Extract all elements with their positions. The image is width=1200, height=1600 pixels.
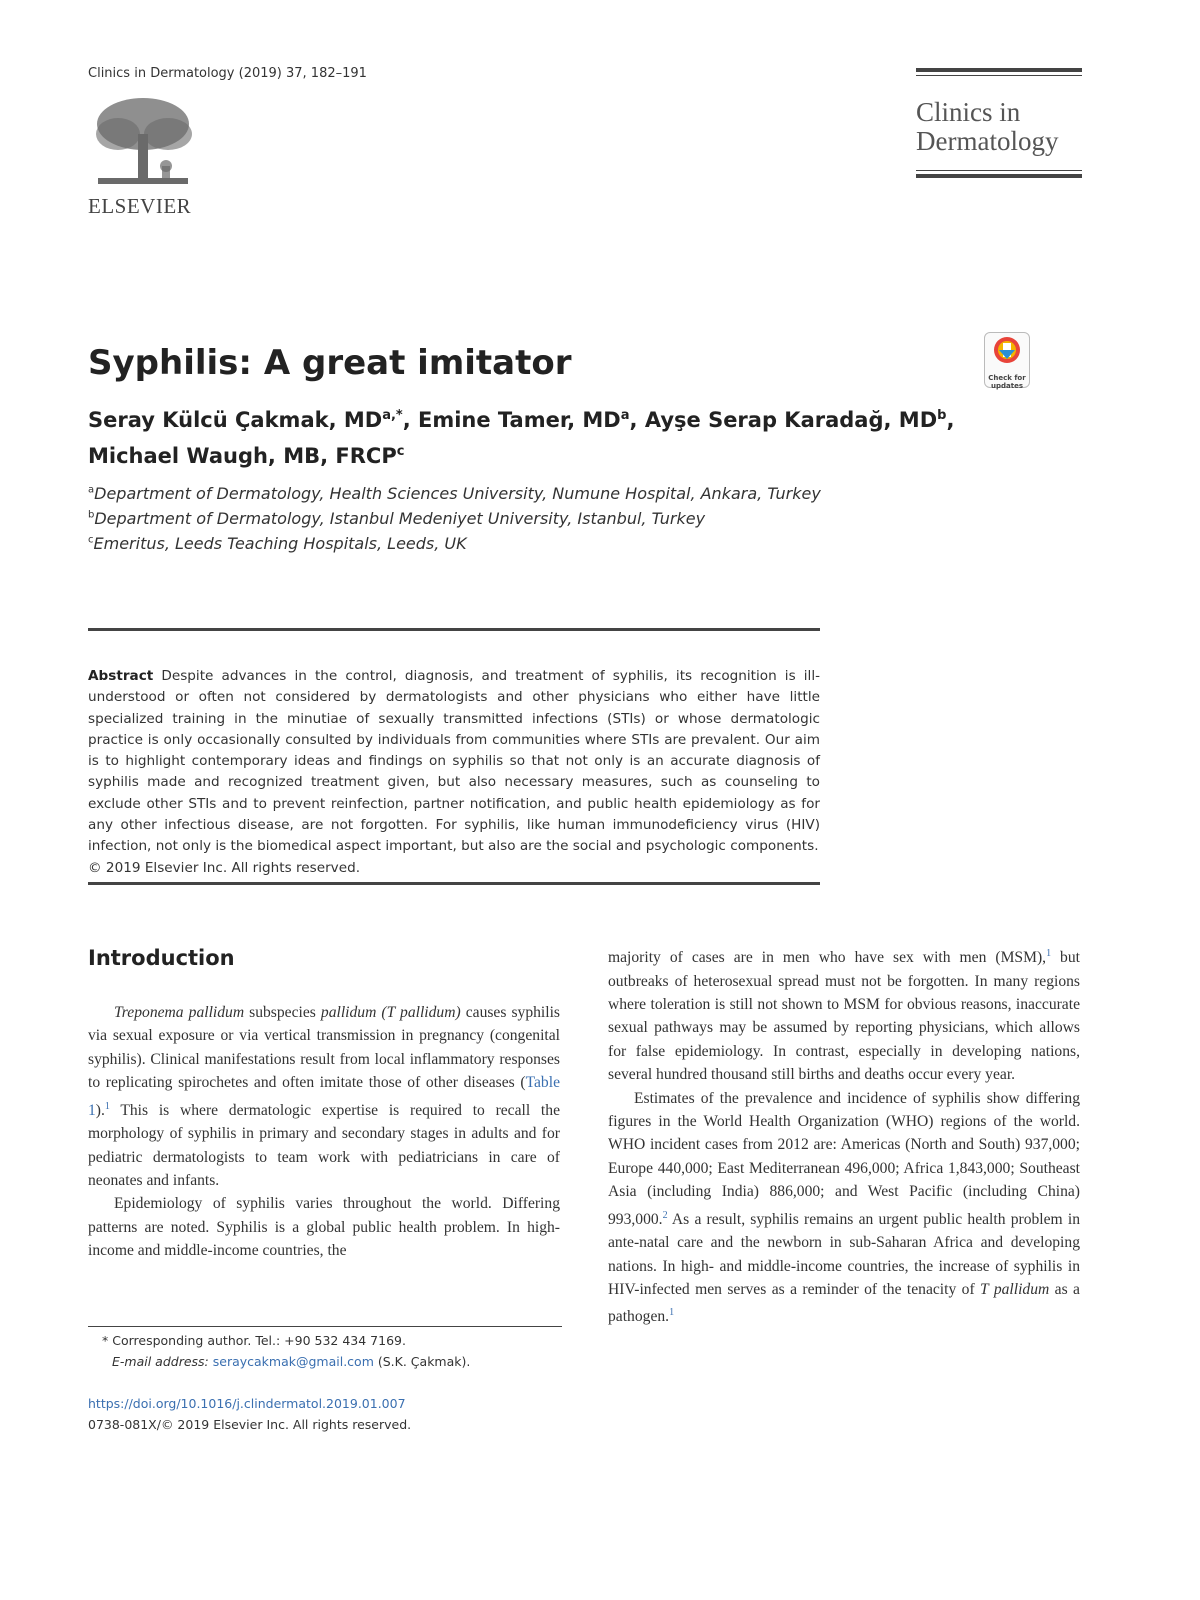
issn-line: 0738-081X/© 2019 Elsevier Inc. All rights reserved.: [88, 1417, 412, 1432]
author-2: , Emine Tamer, MD: [402, 408, 621, 432]
corresponding-author-note: [88, 1333, 406, 1348]
email-link[interactable]: seraycakmak@gmail.com: [212, 1354, 374, 1369]
r1-rest: but outbreaks of heterosexual spread must not be forgotten. In many regions where toleration is still not shown to MSM for obvious reasons, inaccurate sexual pathways may be assumed by reporting physicians, which allows for false epidemiology. In contrast, especially in developing nations, several hundred thousand still births and deaths occur every year.: [608, 949, 1080, 1084]
journal-brand: [916, 98, 1058, 156]
corresponding-text: Corresponding author. Tel.: +90 532 434 7169.: [112, 1333, 406, 1348]
r2-end: as a pathogen.: [608, 1281, 1080, 1326]
affiliation-a-sup: a: [88, 484, 95, 496]
author-3-sup: b: [937, 408, 947, 423]
article-title: Syphilis: A great imitator: [88, 343, 572, 383]
intro-paragraph-2-cont: [608, 942, 1080, 1087]
affiliation-c: [88, 534, 467, 553]
footnote-star: *: [102, 1333, 109, 1348]
author-1: Seray Külcü Çakmak, MD: [88, 408, 383, 432]
r2-rest: As a result, syphilis remains an urgent public health problem in ante-natal care and the newborn in sub-Saharan Africa and developing nations. In high- and middle-income countries, the increase of syphilis in HIV-infected men serves as a reminder of the tenacity of: [608, 1210, 1080, 1299]
abstract-label: Abstract: [88, 668, 154, 684]
section-heading-introduction: Introduction: [88, 946, 235, 970]
table-1-link[interactable]: Table 1: [88, 1074, 560, 1119]
affiliation-b-text: Department of Dermatology, Istanbul Medeniyet University, Istanbul, Turkey: [94, 509, 706, 528]
footnote-rule: [88, 1326, 562, 1327]
intro-paragraph-3: [608, 1087, 1080, 1329]
email-label: E-mail address:: [112, 1354, 209, 1369]
intro-paragraph-2: Epidemiology of syphilis varies throughout the world. Differing patterns are noted. Syphilis is a global public health problem. In high-income and middle-income countries, the: [88, 1195, 560, 1260]
author-4-sup: c: [396, 444, 405, 459]
crossmark-label: Check for updates: [988, 374, 1026, 390]
affiliation-c-text: Emeritus, Leeds Teaching Hospitals, Leeds, UK: [93, 534, 467, 553]
brand-rule-top-thin: [916, 75, 1082, 76]
doi-link[interactable]: [88, 1396, 406, 1411]
citation-link[interactable]: 1: [1046, 948, 1052, 959]
elsevier-tree-logo: [88, 94, 198, 195]
doi-text[interactable]: https://doi.org/10.1016/j.clindermatol.2019.01.007: [88, 1396, 406, 1411]
brand-rule-top: [916, 68, 1082, 72]
publisher-wordmark: ELSEVIER: [88, 194, 192, 218]
r2-text: Estimates of the prevalence and incidence of syphilis show differing figures in the World Health Organization (WHO) regions of the world. WHO incident cases from 2012 are: Americas (North and South) 937,000; Europe 440,000; East Mediterranean 496,000; Africa 1,843,000; Southeast Asia (including India) 886,000; and West Pacific (including China) 993,000.: [608, 1089, 1080, 1228]
r1-text: majority of cases are in men who have sex with men (MSM),: [608, 949, 1047, 967]
left-column: [88, 1001, 560, 1263]
email-owner: (S.K. Çakmak).: [377, 1354, 471, 1369]
p1-rest: This is where dermatologic expertise is required to recall the morphology of syphilis in primary and secondary stages in adults and for pediatric dermatologists to team work with pediatricians in care of neonates and infants.: [88, 1101, 560, 1190]
brand-rule-bottom-thin: [916, 170, 1082, 171]
citation-link[interactable]: 1: [669, 1307, 675, 1319]
author-3: , Ayşe Serap Karadağ, MD: [629, 408, 938, 432]
abstract-text: Despite advances in the control, diagnosis, and treatment of syphilis, its recognition is ill- understood or often not considered by dermatologists and other physicians who either have little specialized training in the minutiae of sexually transmitted infections (STIs) or whose dermatologic practice is only occasionally consulted by individuals from communities where STIs are prevalent. Our aim is to highlight contemporary ideas and findings on syphilis so that not only is an accurate diagnosis of syphilis made and recognized treatment given, but also necessary measures, such as counseling to exclude other STIs and to prevent reinfection, partner notification, and public health epidemiology as for any other infectious disease, are not forgotten. For syphilis, like human immunodeficiency virus (HIV) infection, not only is the biomedical aspect important, but also are the social and psychologic components.: [88, 668, 820, 855]
journal-brand-line2: Dermatology: [916, 126, 1059, 156]
affiliation-b: [88, 509, 705, 528]
citation-link[interactable]: 1: [104, 1100, 110, 1112]
author-1-sup: a,*: [382, 408, 403, 423]
abstract-copyright: © 2019 Elsevier Inc. All rights reserved.: [88, 859, 361, 876]
check-for-updates-badge[interactable]: [984, 332, 1030, 388]
species-name: Treponema pallidum: [114, 1004, 245, 1021]
abstract-rule-bottom: [88, 882, 820, 885]
pathogen-name: T pallidum: [980, 1281, 1050, 1299]
affiliation-a: [88, 484, 821, 503]
affiliation-a-text: Department of Dermatology, Health Sciences University, Numune Hospital, Ankara, Turkey: [94, 484, 821, 503]
affiliation-b-sup: b: [88, 509, 95, 521]
right-column: [608, 942, 1080, 1329]
citation-link[interactable]: 2: [662, 1209, 668, 1221]
brand-rule-bottom: [916, 174, 1082, 178]
p1-mid: subspecies: [244, 1004, 321, 1021]
affiliation-c-sup: c: [88, 534, 94, 546]
journal-brand-line1: Clinics in: [916, 97, 1021, 127]
author-4: Michael Waugh, MB, FRCP: [88, 444, 397, 468]
crossmark-icon: [985, 333, 1029, 369]
author-list: [88, 400, 988, 472]
abstract: [88, 666, 820, 879]
author-3-tail: ,: [946, 408, 955, 432]
subspecies-name: pallidum (T pallidum): [320, 1004, 461, 1021]
p1-after: ).: [95, 1101, 105, 1119]
author-2-sup: a: [620, 408, 630, 423]
intro-paragraph-1: [88, 1001, 560, 1192]
p1-text: causes syphilis via sexual exposure or via vertical transmission in pregnancy (congenital syphilis). Clinical manifestations result from local inflammatory responses to replicating spirochetes and often imitate those of other diseases (: [88, 1004, 560, 1092]
journal-citation: Clinics in Dermatology (2019) 37, 182–191: [88, 66, 367, 81]
email-note: [112, 1354, 470, 1369]
abstract-rule-top: [88, 628, 820, 631]
